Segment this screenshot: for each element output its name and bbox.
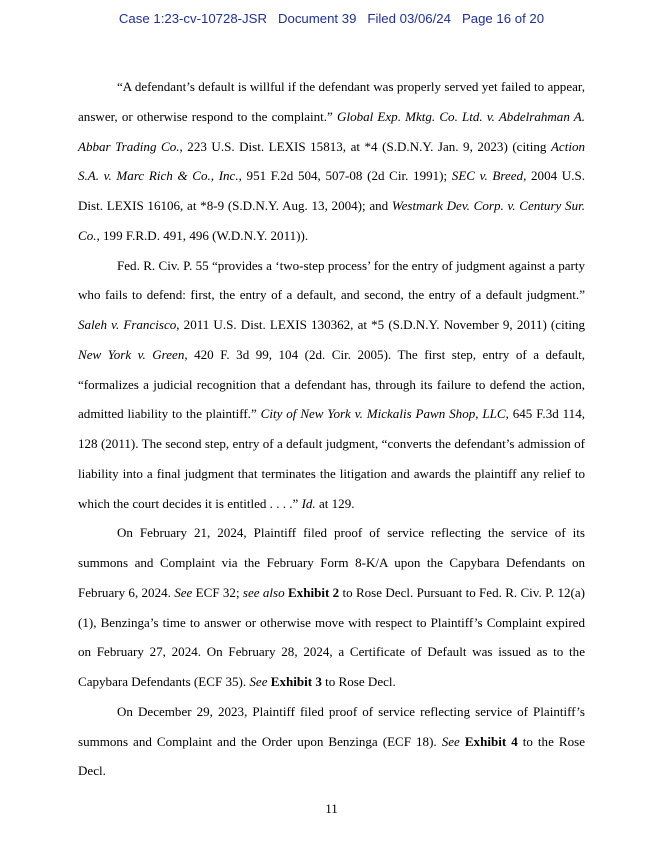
page-number: 11	[325, 801, 338, 816]
paragraph-benzinga-service: On December 29, 2023, Plaintiff filed proof of service reflecting service of Plaintiff’s summons and Complaint and the Order upon Benzinga (ECF 18). See Exhibit 4 to the Rose Decl.	[78, 703, 585, 779]
paragraph-two-step-process: Fed. R. Civ. P. 55 “provides a ‘two-step process’ for the entry of judgment against a party who fails to defend: first, the entry of a default, and second, the entry of a default judgment.” Saleh v. Francisco, 2011 U.S. Dist. LEXIS 130362, at *5 (S.D.N.Y. November 9, 2011) (citing New York v. Green, 420 F. 3d 99, 104 (2d. Cir. 2005). The first step, entry of a default, “formalizes a judicial recognition that a defendant has, through its failure to defend the action, admitted liability to the plaintiff.” City of New York v. Mickalis Pawn Shop, LLC, 645 F.3d 114, 128 (2011). The second step, entry of a default judgment, “converts the defendant’s admission of liability into a final judgment that terminates the litigation and awards the plaintiff any relief to which the court decides it is entitled . . . .” Id. at 129.	[78, 257, 585, 511]
exhibit-3-reference: Exhibit 3	[270, 674, 322, 689]
document-body	[78, 72, 585, 786]
exhibit-4-reference: Exhibit 4	[464, 733, 518, 749]
exhibit-2-reference: Exhibit 2	[287, 584, 340, 600]
paragraph-willful-default: “A defendant’s default is willful if the defendant was properly served yet failed to appear, answer, or otherwise respond to the complaint.” Global Exp. Mktg. Co. Ltd. v. Abdelrahman A. Abbar Trading Co., 223 U.S. Dist. LEXIS 15813, at *4 (S.D.N.Y. Jan. 9, 2023) (citing Action S.A. v. Marc Rich & Co., Inc., 951 F.2d 504, 507-08 (2d Cir. 1991); SEC v. Breed, 2004 U.S. Dist. LEXIS 16106, at *8-9 (S.D.N.Y. Aug. 13, 2004); and Westmark Dev. Corp. v. Century Sur. Co., 199 F.R.D. 491, 496 (W.D.N.Y. 2011)).	[78, 79, 586, 243]
paragraph-capybara-service: On February 21, 2024, Plaintiff filed proof of service reflecting the service of its summons and Complaint via the February Form 8-K/A upon the Capybara Defendants on February 6, 2024. See ECF 32; see also Exhibit 2 to Rose Decl. Pursuant to Fed. R. Civ. P. 12(a)(1), Benzinga’s time to answer or otherwise move with respect to Plaintiff’s Complaint expired on February 27, 2024. On February 28, 2024, a Certificate of Default was issued as to the Capybara Defendants (ECF 35). See Exhibit 3 to Rose Decl.	[78, 525, 585, 689]
case-header: Case 1:23-cv-10728-JSR Document 39 Filed 03/06/24 Page 16 of 20	[118, 11, 545, 26]
